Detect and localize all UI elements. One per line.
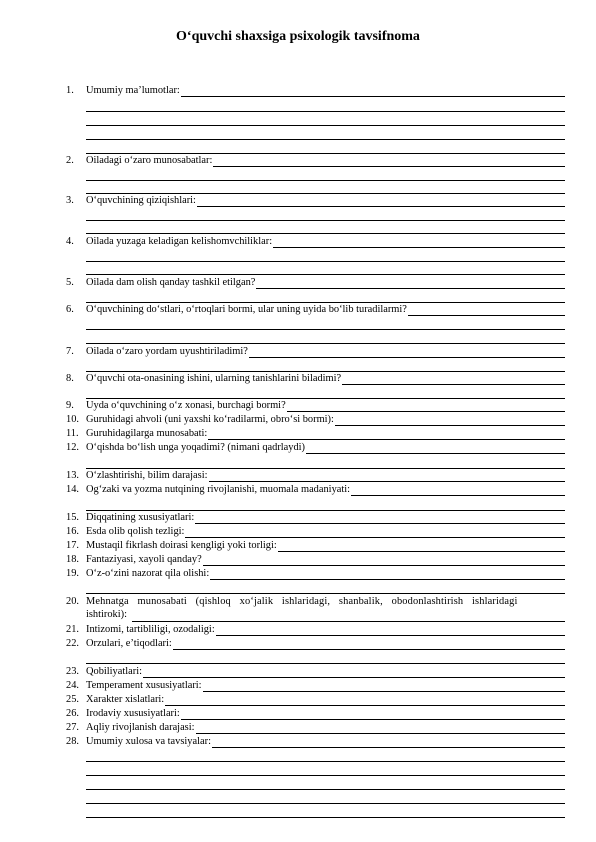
item-number: 26. <box>66 708 79 719</box>
item-label: Mehnatga munosabati (qishloq xo‘jalik ishlaridagi, shanbalik, obodonlashtirish ishlaridagi <box>86 596 518 607</box>
form-item-24 <box>66 680 565 692</box>
item-number: 27. <box>66 722 79 733</box>
page-title: O‘quvchi shaxsiga psixologik tavsifnoma <box>176 29 420 44</box>
answer-field[interactable] <box>256 278 565 289</box>
form-item-8 <box>66 373 565 385</box>
item-label: Esda olib qolish tezligi: <box>86 526 185 537</box>
form-item-22 <box>66 638 565 650</box>
answer-field[interactable] <box>216 625 565 636</box>
form-item-23 <box>66 666 565 678</box>
item-label: Qobiliyatlari: <box>86 666 142 677</box>
item-label: Oilada o‘zaro yordam uyushtiriladimi? <box>86 346 248 357</box>
form-item-13 <box>66 470 565 482</box>
answer-line[interactable] <box>86 775 565 776</box>
item-number: 20. <box>66 596 79 607</box>
item-label: Og‘zaki va yozma nutqining rivojlanishi, muomala madaniyati: <box>86 484 351 495</box>
item-number: 5. <box>66 277 74 288</box>
item-label: O‘quvchi ota-onasining ishini, ularning tanishlarini biladimi? <box>86 373 342 384</box>
answer-line[interactable] <box>86 817 565 818</box>
answer-line[interactable] <box>86 153 565 154</box>
item-number: 2. <box>66 155 74 166</box>
answer-field[interactable] <box>165 695 565 706</box>
answer-field[interactable] <box>181 86 565 97</box>
answer-line[interactable] <box>86 398 565 399</box>
form-item-2 <box>66 155 565 167</box>
answer-field[interactable] <box>208 429 565 440</box>
answer-field[interactable] <box>209 471 566 482</box>
answer-line[interactable] <box>86 125 565 126</box>
form-item-6 <box>66 304 565 316</box>
form-item-20 <box>66 596 565 608</box>
answer-field[interactable] <box>195 513 565 524</box>
form-item-9 <box>66 400 565 412</box>
form-item-17 <box>66 540 565 552</box>
answer-line[interactable] <box>86 371 565 372</box>
item-label: Temperament xususiyatlari: <box>86 680 202 691</box>
form-item-10 <box>66 414 565 426</box>
form-item-27 <box>66 722 565 734</box>
answer-field[interactable] <box>273 237 565 248</box>
answer-field[interactable] <box>210 569 565 580</box>
answer-line[interactable] <box>86 343 565 344</box>
item-number: 23. <box>66 666 79 677</box>
item-label: O‘zlashtirishi, bilim darajasi: <box>86 470 208 481</box>
answer-field[interactable] <box>351 485 565 496</box>
form-item-12 <box>66 442 565 454</box>
answer-line[interactable] <box>86 302 565 303</box>
item-label: O‘quvchining do‘stlari, o‘rtoqlari bormi, ular uning uyida bo‘lib turadilarmi? <box>86 304 407 315</box>
answer-field[interactable] <box>203 681 565 692</box>
answer-field[interactable] <box>408 305 565 316</box>
form-item-26 <box>66 708 565 720</box>
item-label: Uyda o‘quvchining o‘z xonasi, burchagi bormi? <box>86 400 286 411</box>
form-item-25 <box>66 694 565 706</box>
item-number: 3. <box>66 195 74 206</box>
item-number: 25. <box>66 694 79 705</box>
form-item-1 <box>66 85 565 97</box>
item-label: Umumiy ma’lumotlar: <box>86 85 180 96</box>
answer-field[interactable] <box>249 347 565 358</box>
answer-line[interactable] <box>86 220 565 221</box>
answer-field[interactable] <box>181 709 565 720</box>
form-item-18 <box>66 554 565 566</box>
item-label-continuation: ishtiroki): <box>86 609 127 620</box>
answer-line[interactable] <box>86 233 565 234</box>
item-number: 11. <box>66 428 79 439</box>
item-number: 7. <box>66 346 74 357</box>
item-label: Oiladagi o‘zaro munosabatlar: <box>86 155 213 166</box>
item-number: 10. <box>66 414 79 425</box>
answer-line[interactable] <box>86 803 565 804</box>
answer-field[interactable] <box>143 667 565 678</box>
answer-line[interactable] <box>86 180 565 181</box>
form-item-4 <box>66 236 565 248</box>
answer-line[interactable] <box>86 663 565 664</box>
answer-field[interactable] <box>197 196 565 207</box>
item-label: Aqliy rivojlanish darajasi: <box>86 722 195 733</box>
answer-field[interactable] <box>185 527 565 538</box>
answer-field[interactable] <box>278 541 565 552</box>
item-number: 1. <box>66 85 74 96</box>
item-label: O‘z-o‘zini nazorat qila olishi: <box>86 568 210 579</box>
answer-field[interactable] <box>212 737 565 748</box>
answer-line[interactable] <box>86 468 565 469</box>
item-number: 13. <box>66 470 79 481</box>
item-number: 16. <box>66 526 79 537</box>
answer-line[interactable] <box>86 111 565 112</box>
answer-field[interactable] <box>342 374 565 385</box>
item-number: 6. <box>66 304 74 315</box>
item-number: 21. <box>66 624 79 635</box>
form-item-7 <box>66 346 565 358</box>
answer-field[interactable] <box>335 415 565 426</box>
item-number: 22. <box>66 638 79 649</box>
item-label: O‘qishda bo‘lish unga yoqadimi? (nimani qadrlaydi) <box>86 442 306 453</box>
answer-field[interactable] <box>196 723 565 734</box>
answer-line[interactable] <box>86 139 565 140</box>
answer-line[interactable] <box>86 789 565 790</box>
item-label: Umumiy xulosa va tavsiyalar: <box>86 736 211 747</box>
item-number: 18. <box>66 554 79 565</box>
form-item-21 <box>66 624 565 636</box>
item-number: 14. <box>66 484 79 495</box>
item-number: 28. <box>66 736 79 747</box>
answer-field[interactable] <box>213 156 565 167</box>
item-number: 24. <box>66 680 79 691</box>
item-number: 12. <box>66 442 79 453</box>
item-label: Oilada dam olish qanday tashkil etilgan? <box>86 277 256 288</box>
item-number: 15. <box>66 512 79 523</box>
form-item-14 <box>66 484 565 496</box>
item-number: 8. <box>66 373 74 384</box>
answer-field[interactable] <box>306 443 565 454</box>
item-label: Guruhidagilarga munosabati: <box>86 428 208 439</box>
answer-field[interactable] <box>287 401 565 412</box>
answer-line[interactable] <box>86 593 565 594</box>
answer-field[interactable] <box>173 639 565 650</box>
form-item-5 <box>66 277 565 289</box>
form-item-3 <box>66 195 565 207</box>
form-item-19 <box>66 568 565 580</box>
item-label: Mustaqil fikrlash doirasi kengligi yoki torligi: <box>86 540 277 551</box>
item-number: 4. <box>66 236 74 247</box>
form-item-28 <box>66 736 565 748</box>
answer-line[interactable] <box>86 274 565 275</box>
item-label: Irodaviy xususiyatlari: <box>86 708 180 719</box>
item-label: Guruhidagi ahvoli (uni yaxshi ko‘radilarmi, obro‘si bormi): <box>86 414 334 425</box>
answer-line[interactable] <box>86 261 565 262</box>
item-number: 9. <box>66 400 74 411</box>
item-label: O‘quvchining qiziqishlari: <box>86 195 196 206</box>
form-item-15 <box>66 512 565 524</box>
form-item-11 <box>66 428 565 440</box>
answer-field[interactable] <box>203 555 565 566</box>
item-label: Fantaziyasi, xayoli qanday? <box>86 554 202 565</box>
answer-line[interactable] <box>86 761 565 762</box>
item-label: Intizomi, tartibliligi, ozodaligi: <box>86 624 215 635</box>
item-number: 19. <box>66 568 79 579</box>
item-label: Xarakter xislatlari: <box>86 694 165 705</box>
item-label: Oilada yuzaga keladigan kelishomvchiliklar: <box>86 236 273 247</box>
answer-line[interactable] <box>86 193 565 194</box>
answer-line[interactable] <box>132 621 565 622</box>
answer-line[interactable] <box>86 510 565 511</box>
item-label: Orzulari, e’tiqodlari: <box>86 638 172 649</box>
item-label: Diqqatining xususiyatlari: <box>86 512 195 523</box>
answer-line[interactable] <box>86 329 565 330</box>
item-number: 17. <box>66 540 79 551</box>
form-item-16 <box>66 526 565 538</box>
